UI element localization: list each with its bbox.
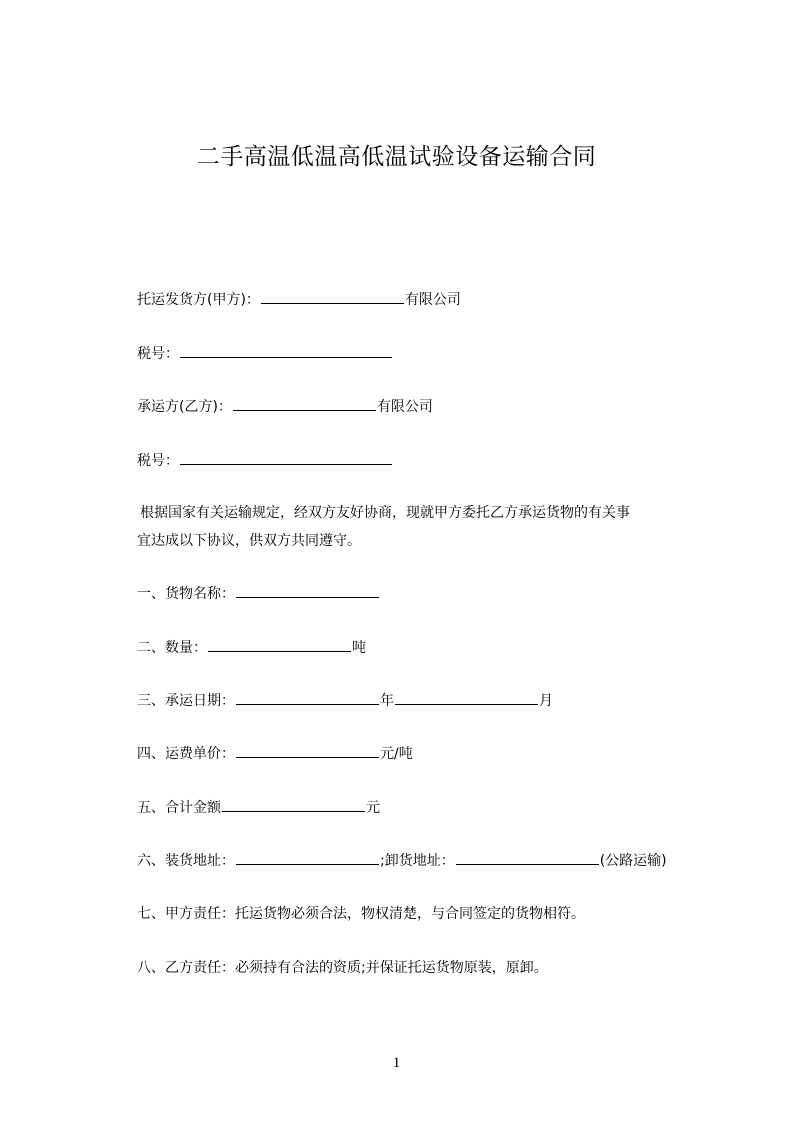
address-unload-label: ;卸货地址： bbox=[380, 853, 455, 869]
item-date bbox=[137, 690, 553, 712]
date-month-blank[interactable] bbox=[395, 690, 538, 705]
item-goods-name bbox=[137, 583, 380, 605]
address-note: (公路运输) bbox=[599, 853, 667, 869]
intro-line-2: 宜达成以下协议，供双方共同遵守。 bbox=[137, 533, 361, 549]
tax2-blank[interactable] bbox=[180, 450, 392, 465]
intro-paragraph-cont bbox=[137, 528, 361, 554]
item-total bbox=[137, 797, 380, 819]
tax-line-2 bbox=[137, 450, 393, 472]
party-b-duty-text: 八、乙方责任：必须持有合法的资质;并保证托运货物原装，原卸。 bbox=[137, 960, 548, 976]
quantity-label: 二、数量： bbox=[137, 640, 207, 656]
tax2-label: 税号： bbox=[137, 453, 179, 469]
unit-price-label: 四、运费单价： bbox=[137, 746, 235, 762]
page-number: 1 bbox=[392, 1055, 401, 1071]
total-label: 五、合计金额 bbox=[137, 800, 221, 816]
shipper-label: 托运发货方(甲方)： bbox=[137, 292, 260, 308]
item-party-a-duty bbox=[137, 903, 585, 925]
goods-name-blank[interactable] bbox=[236, 583, 379, 598]
shipper-suffix: 有限公司 bbox=[404, 292, 461, 308]
carrier-label: 承运方(乙方)： bbox=[137, 399, 232, 415]
party-a-duty-text: 七、甲方责任：托运货物必须合法，物权清楚，与合同签定的货物相符。 bbox=[137, 906, 585, 922]
carrier-suffix: 有限公司 bbox=[376, 399, 433, 415]
quantity-unit: 吨 bbox=[352, 640, 366, 656]
date-year: 年 bbox=[380, 693, 394, 709]
total-unit: 元 bbox=[366, 800, 380, 816]
item-party-b-duty bbox=[137, 957, 548, 979]
intro-paragraph bbox=[137, 500, 712, 526]
unit-price-blank[interactable] bbox=[236, 743, 379, 758]
date-month: 月 bbox=[539, 693, 553, 709]
carrier-blank[interactable] bbox=[233, 396, 376, 411]
unit-price-unit: 元/吨 bbox=[380, 746, 413, 762]
address-unload-blank[interactable] bbox=[456, 850, 599, 865]
item-address bbox=[137, 850, 667, 872]
tax1-blank[interactable] bbox=[180, 343, 392, 358]
address-load-blank[interactable] bbox=[236, 850, 379, 865]
item-unit-price bbox=[137, 743, 413, 765]
item-quantity bbox=[137, 637, 366, 659]
address-load-label: 六、装货地址： bbox=[137, 853, 235, 869]
date-year-blank[interactable] bbox=[236, 690, 379, 705]
shipper-blank[interactable] bbox=[261, 289, 404, 304]
tax1-label: 税号： bbox=[137, 346, 179, 362]
total-blank[interactable] bbox=[222, 797, 365, 812]
quantity-blank[interactable] bbox=[208, 637, 351, 652]
intro-line-1: 根据国家有关运输规定，经双方友好协商，现就甲方委托乙方承运货物的有关事 bbox=[140, 505, 630, 521]
carrier-line bbox=[137, 396, 433, 418]
goods-name-label: 一、货物名称： bbox=[137, 586, 235, 602]
document-title: 二手高温低温高低温试验设备运输合同 bbox=[196, 144, 597, 170]
shipper-line bbox=[137, 289, 461, 311]
tax-line-1 bbox=[137, 343, 393, 365]
date-label: 三、承运日期： bbox=[137, 693, 235, 709]
